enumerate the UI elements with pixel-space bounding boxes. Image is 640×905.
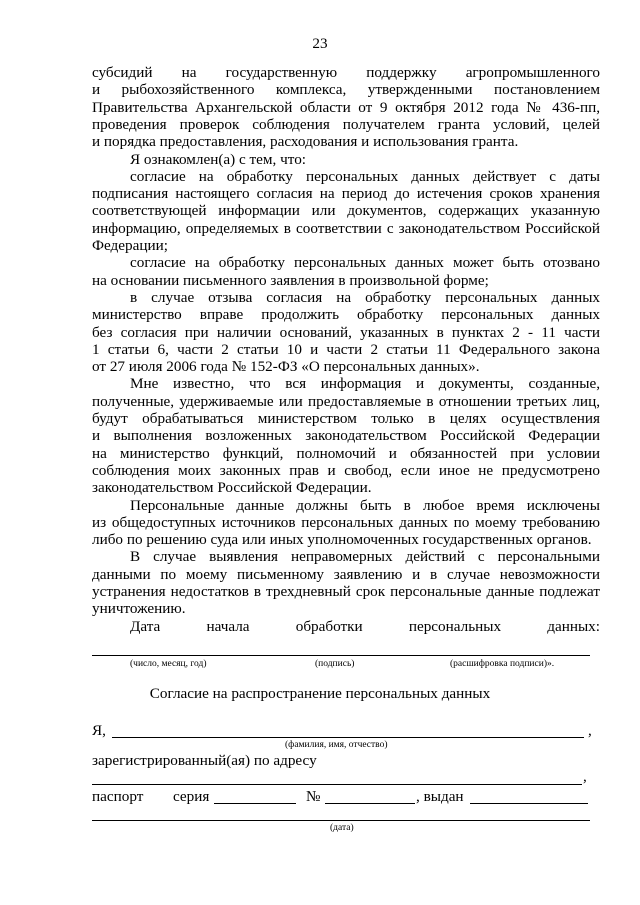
paragraph-line: подписания настоящего согласия на период до истечения сроков хранения: [92, 185, 600, 203]
number-field[interactable]: [325, 803, 415, 804]
paragraph-line: и порядка предоставления, расходования и использования гранта.: [92, 133, 519, 151]
paragraph-line: полученные, удерживаемые или предоставляемые в отношении третьих лиц,: [92, 392, 600, 410]
paragraph-line: проведения проверок соблюдения получателем гранта условий, целей: [92, 115, 600, 133]
paragraph-line: Я ознакомлен(а) с тем, что:: [130, 150, 307, 168]
series-field[interactable]: [214, 803, 296, 804]
date-caption: (число, месяц, год): [130, 659, 207, 669]
issue-date-caption: (дата): [330, 823, 354, 833]
ya-label: Я,: [92, 722, 106, 739]
paragraph-line: министерство вправе продолжить обработку персональных данных: [92, 306, 600, 324]
full-name-caption: (фамилия, имя, отчество): [285, 740, 388, 750]
paragraph-line: в случае отзыва согласия на обработку персональных данных: [130, 288, 600, 306]
paragraph-line: либо по решению суда или иных уполномоченных государственных органов.: [92, 531, 592, 549]
full-name-field[interactable]: [112, 737, 584, 738]
decoding-caption: (расшифровка подписи)».: [450, 659, 555, 669]
page-number: 23: [312, 35, 328, 52]
issued-label: , выдан: [416, 788, 464, 805]
section-title: Согласие на распространение персональных данных: [149, 685, 491, 702]
paragraph-line: Мне известно, что вся информация и документы, созданные,: [130, 375, 600, 393]
registered-label: зарегистрированный(ая) по адресу: [92, 752, 317, 769]
paragraph-line: согласие на обработку персональных данных может быть отозвано: [130, 254, 600, 272]
paragraph-line: Дата начала обработки персональных данных:: [130, 617, 600, 635]
passport-label: паспорт: [92, 788, 144, 805]
issued-by-field[interactable]: [470, 803, 588, 804]
paragraph-line: на министерство функций, полномочий и обязанностей при условии: [92, 444, 600, 462]
paragraph-line: Федерации;: [92, 237, 168, 254]
paragraph-line: будут обрабатываться министерством только в целях осуществления: [92, 410, 600, 427]
series-label: серия: [173, 788, 210, 805]
paragraph-line: 1 статьи 6, части 2 статьи 10 и части 2 статьи 11 Федерального закона: [92, 340, 600, 358]
paragraph-line: и выполнения возложенных законодательством Российской Федерации: [92, 427, 600, 445]
paragraph-line: данными по моему письменному заявлению и в случае невозможности: [92, 565, 600, 583]
paragraph-line: уничтожению.: [92, 600, 186, 618]
paragraph-line: из общедоступных источников персональных данных по моему требованию: [92, 513, 600, 531]
issue-date-field[interactable]: [92, 820, 590, 821]
paragraph-line: на основании письменного заявления в произвольной форме;: [92, 271, 489, 289]
paragraph-line: Персональные данные должны быть в любое время исключены: [130, 496, 600, 514]
signature-line: [92, 655, 590, 656]
paragraph-line: В случае выявления неправомерных действий с персональными: [130, 548, 600, 566]
paragraph-line: согласие на обработку персональных данных действует с даты: [130, 167, 600, 185]
paragraph-line: устранения недостатков в трехдневный срок персональные данные подлежат: [92, 583, 600, 600]
ya-comma: ,: [588, 722, 592, 739]
paragraph-line: информацию, определяемых в соответствии с законодательством Российской: [92, 219, 600, 237]
signature-caption: (подпись): [315, 659, 355, 669]
paragraph-line: и рыбохозяйственного комплекса, утвержденными постановлением: [92, 81, 600, 99]
paragraph-line: субсидий на государственную поддержку агропромышленного: [92, 64, 600, 81]
paragraph-line: соответствующей информации или документов, содержащих указанную: [92, 202, 600, 220]
address-field[interactable]: [92, 784, 582, 785]
number-label: №: [306, 788, 321, 805]
paragraph-line: без согласия при наличии оснований, указанных в пунктах 2 - 11 части: [92, 323, 600, 341]
paragraph-line: Правительства Архангельской области от 9 октября 2012 года № 436-пп,: [92, 98, 600, 116]
paragraph-line: от 27 июля 2006 года № 152-ФЗ «О персональных данных».: [92, 358, 480, 376]
address-comma: ,: [583, 768, 587, 785]
paragraph-line: соблюдения моих законных прав и свобод, если иное не предусмотрено: [92, 461, 600, 479]
paragraph-line: законодательством Российской Федерации.: [92, 479, 372, 497]
